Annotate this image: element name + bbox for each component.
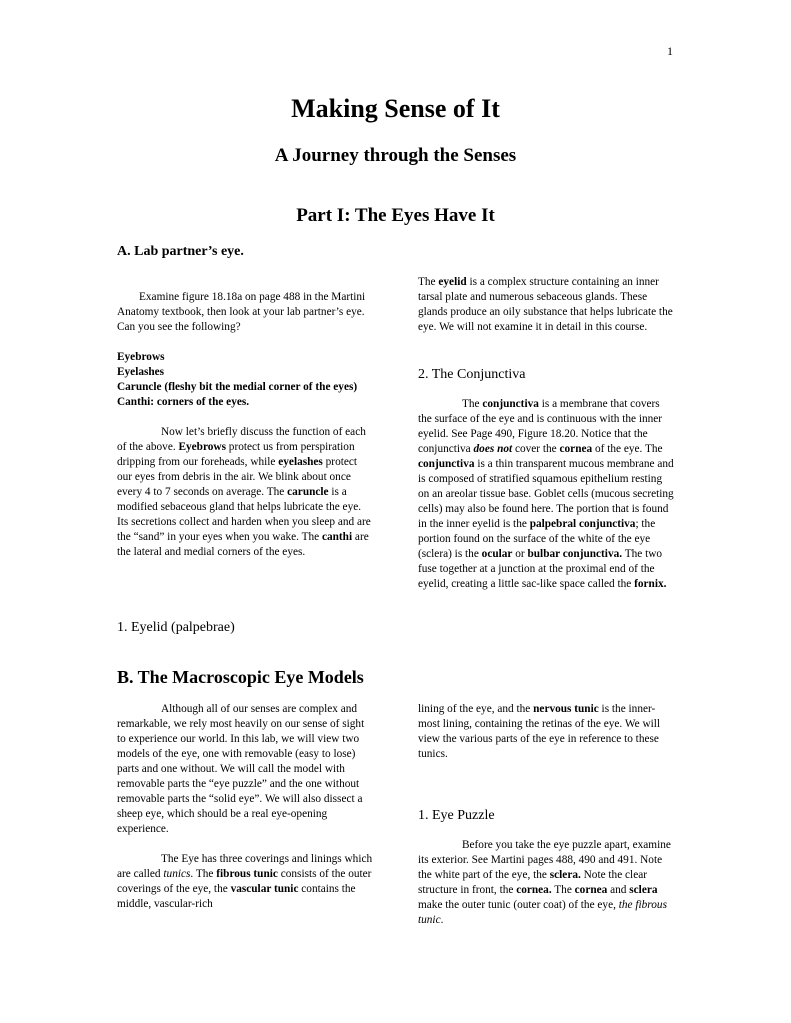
list-item: Eyebrows (117, 351, 165, 363)
eye-puzzle-heading: 1. Eye Puzzle (418, 808, 495, 823)
tunic-continuation-paragraph: lining of the eye, and the nervous tunic is the inner-most lining, containing the retinas of the eye. We will view the various parts of the eye in reference to these tunics. (418, 703, 661, 760)
eye-puzzle-paragraph: Before you take the eye puzzle apart, examine its exterior. See Martini pages 488, 490 and 491. Note the white part of the eye, the sclera. Note the clear structure in front, the cornea. The cornea and sclera make the outer tunic (outer coat) of the eye, the fibrous tunic. (418, 839, 671, 926)
eyelid-paragraph: The eyelid is a complex structure containing an inner tarsal plate and numerous sebaceous glands. These glands produce an oily substance that helps lubricate the eye. We will not examine it in detail in this course. (418, 276, 673, 333)
conjunctiva-heading: 2. The Conjunctiva (418, 367, 526, 382)
section-a-heading: A. Lab partner’s eye. (117, 244, 244, 259)
section-b-paragraph-2: The Eye has three coverings and linings which are called tunics. The fibrous tunic consists of the outer coverings of the eye, the vascular tunic contains the middle, vascular-rich (117, 853, 373, 910)
section-b-paragraph-1: Although all of our senses are complex and remarkable, we rely most heavily on our sense of sight to experience our world. In this lab, we will view two models of the eye, one with removable (easy to lose) parts and one without. We will call the model with removable parts the “eye puzzle” and the one without removable parts the “solid eye”. We will also dissect a sheep eye, which should be a real eye-opening experience. (117, 703, 365, 835)
part-heading: Part I: The Eyes Have It (296, 205, 495, 226)
list-item: Caruncle (fleshy bit the medial corner of the eyes) (117, 381, 358, 393)
page-title: Making Sense of It (291, 94, 500, 123)
section-b-column (117, 702, 373, 912)
section-a-intro: Examine figure 18.18a on page 488 in the Martini Anatomy textbook, then look at your lab partner’s eye. Can you see the following? (117, 291, 366, 333)
eyelid-heading: 1. Eyelid (palpebrae) (117, 620, 235, 635)
section-a-column (117, 290, 373, 560)
conjunctiva-paragraph: The conjunctiva is a membrane that covers the surface of the eye and is continuous with the inner eyelid. See Page 490, Figure 18.20. Notice that the conjunctiva does not cover the cornea of the eye. The conjunctiva is a thin transparent mucous membrane and is composed of stratified squamous epithelium resting on an areolar tissue base. Goblet cells (mucous secreting cells) may also be found here. The portion that is found in the inner eyelid is the palpebral conjunctiva; the portion found on the surface of the white of the eye (sclera) is the ocular or bulbar conjunctiva. The two fuse together at a junction at the proximal end of the eyelid, creating a little sac-like space called the fornix. (418, 398, 674, 590)
function-paragraph: Now let’s briefly discuss the function of each of the above. Eyebrows protect us from perspiration dripping from our foreheads, while eyelashes protect our eyes from debris in the air. We blink about once every 4 to 7 seconds on average. The caruncle is a modified sebaceous gland that helps lubricate the eye. Its secretions collect and harden when you sleep and are the “sand” in your eyes when you wake. The canthi are the lateral and medial corners of the eyes. (117, 426, 371, 558)
page-number: 1 (667, 44, 673, 58)
list-item: Canthi: corners of the eyes. (117, 396, 250, 408)
list-item: Eyelashes (117, 366, 165, 378)
page-subtitle: A Journey through the Senses (274, 145, 517, 166)
section-b-heading: B. The Macroscopic Eye Models (117, 667, 364, 687)
